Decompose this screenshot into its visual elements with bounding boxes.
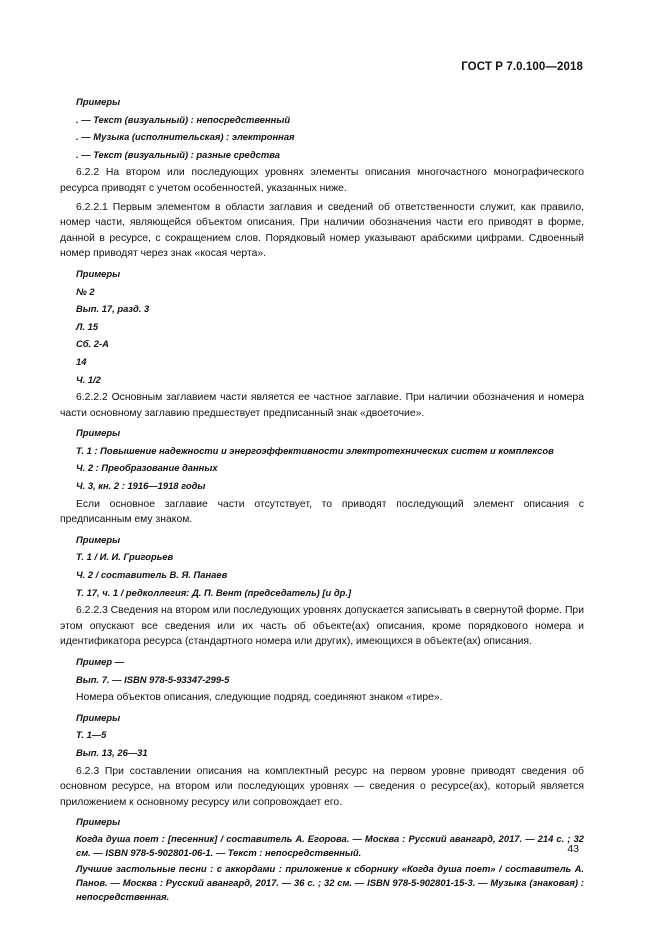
example-line: Вып. 13, 26—31	[76, 746, 148, 758]
document-header: ГОСТ Р 7.0.100—2018	[461, 61, 583, 73]
example-line: Ч. 3, кн. 2 : 1916—1918 годы	[76, 480, 206, 492]
example-entry: Когда душа поет : [песенник] / составитель А. Егорова. — Москва : Русский авангард, 2017. — 214 с. ; 32 см. — ISBN 978-5-902801-06-1. — Текст : непосредственный.	[76, 832, 584, 858]
examples-heading: Примеры	[76, 533, 121, 545]
paragraph: 6.2.2.1 Первым элементом в области заглавия и сведений об ответственности служит, как правило, номер части, являющейся объектом описания. При наличии обозначения части его приводят в форме, данной в ресурсе, с сокращением слов. Порядковый номер указывают арабскими цифрами. Сдвоенный номер приводят через знак «косая черта».	[60, 201, 584, 260]
example-line: Т. 1 : Повышение надежности и энергоэффективности электротехнических систем и комплексов	[76, 444, 554, 456]
examples-heading: Примеры	[76, 96, 121, 107]
paragraph: Номера объектов описания, следующие подряд, соединяют знаком «тире».	[76, 692, 443, 704]
example-line: Ч. 1/2	[76, 373, 101, 385]
paragraph: 6.2.2.2 Основным заглавием части является ее частное заглавие. При наличии обозначения и номера части основному заглавию предшествует предписанный знак «двоеточие».	[60, 392, 584, 419]
examples-heading: Примеры	[76, 711, 121, 723]
example-line: Вып. 7. — ISBN 978-5-93347-299-5	[76, 673, 230, 685]
paragraph: 6.2.2 На втором или последующих уровнях элементы описания многочастного монографического ресурса приводят с учетом особенностей, указанных ниже.	[60, 167, 584, 194]
example-line: Т. 1—5	[76, 729, 107, 741]
paragraph: 6.2.3 При составлении описания на комплектный ресурс на первом уровне приводят сведения об основном ресурсе, на втором или последующих уровнях — сведения о ресурсе(ах), который является приложением к основному ресурсу или сопровождает его.	[60, 765, 584, 808]
examples-heading: Примеры	[76, 427, 121, 439]
example-line: Вып. 17, разд. 3	[76, 303, 150, 315]
page-number: 43	[567, 843, 579, 855]
example-line: Т. 1 / И. И. Григорьев	[76, 551, 174, 563]
examples-heading: Пример —	[76, 656, 125, 667]
example-line: 14	[76, 355, 87, 367]
example-line: Т. 17, ч. 1 / редколлегия: Д. П. Вент (председатель) [и др.]	[76, 586, 352, 598]
example-line: . — Текст (визуальный) : непосредственный	[76, 113, 291, 125]
example-line: № 2	[76, 285, 95, 297]
example-line: Ч. 2 : Преобразование данных	[76, 462, 218, 474]
example-line: Ч. 2 / составитель В. Я. Панаев	[76, 569, 228, 581]
example-line: Л. 15	[76, 320, 99, 332]
example-entry: Лучшие застольные песни : с аккордами : приложение к сборнику «Когда душа поет» / составитель А. Панов. — Москва : Русский авангард, 2017. — 36 с. ; 32 см. — ISBN 978-5-902801-15-3. — Музыка (знаковая) : непосредственная.	[76, 862, 584, 902]
paragraph: Если основное заглавие части отсутствует, то приводят последующий элемент описания с предписанным ему знаком.	[60, 498, 584, 526]
example-line: . — Музыка (исполнительская) : электронная	[76, 131, 295, 143]
examples-heading: Примеры	[76, 267, 121, 279]
paragraph: 6.2.2.3 Сведения на втором или последующих уровнях допускается записывать в свернутой форме. При этом опускают все сведения или их часть об объекте(ах) описания, кроме порядкового номера и идентификатора ресурса (стандартного номера или других), имеющихся в объекте(ах) описания.	[60, 605, 584, 648]
example-line: . — Текст (визуальный) : разные средства	[76, 148, 280, 160]
example-line: Сб. 2-А	[76, 338, 109, 350]
examples-heading: Примеры	[76, 816, 121, 828]
page-content	[60, 90, 584, 906]
